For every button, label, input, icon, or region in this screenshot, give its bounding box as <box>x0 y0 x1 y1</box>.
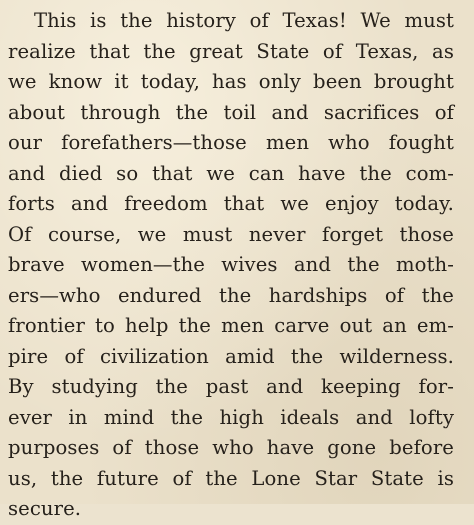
body-paragraph <box>8 6 454 525</box>
paragraph-line: brave women—the wives and the moth- <box>8 253 454 276</box>
paragraph-line: secure. <box>8 497 82 520</box>
paragraph-line: ever in mind the high ideals and lofty <box>8 405 454 429</box>
paragraph-line: and died so that we can have the com- <box>8 161 454 185</box>
paragraph-line: our forefathers—those men who fought <box>8 131 454 154</box>
paragraph-line: Of course, we must never forget those <box>8 222 454 246</box>
paragraph-line: we know it today, has only been brought <box>8 70 454 93</box>
paragraph-line: pire of civilization amid the wilderness. <box>8 344 454 368</box>
paragraph-line: This is the history of Texas! We must <box>34 9 454 32</box>
paragraph-line: realize that the great State of Texas, as <box>8 39 454 63</box>
paragraph-line: purposes of those who have gone before <box>8 436 454 459</box>
paragraph-line: ers—who endured the hardships of the <box>8 283 454 307</box>
paragraph-line: forts and freedom that we enjoy today. <box>8 192 454 215</box>
paragraph-line: By studying the past and keeping for- <box>8 375 454 398</box>
paragraph-line: us, the future of the Lone Star State is <box>8 466 454 490</box>
paragraph-line: about through the toil and sacrifices of <box>8 100 454 124</box>
paragraph-line: frontier to help the men carve out an em- <box>8 314 454 337</box>
